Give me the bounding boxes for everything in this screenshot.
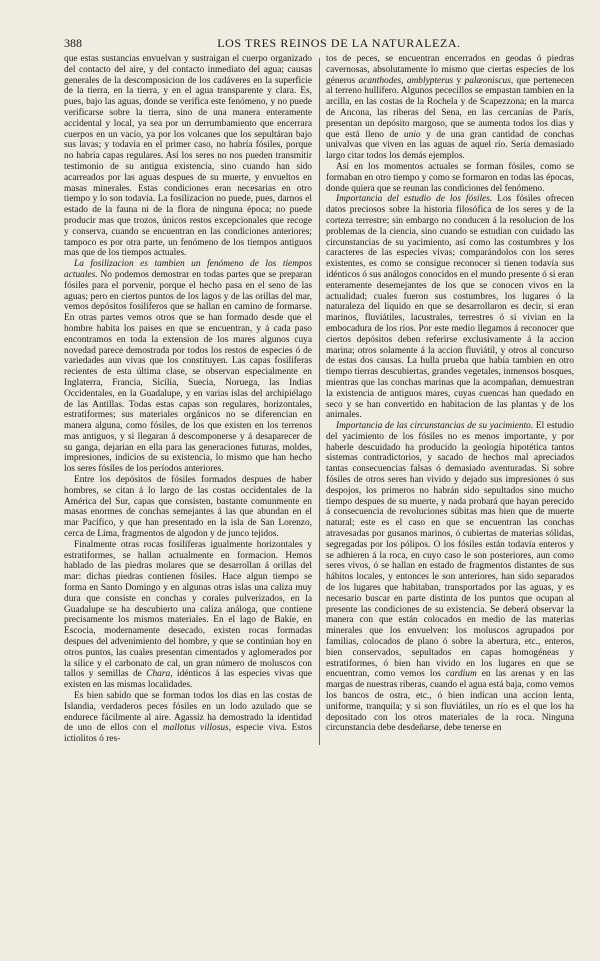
section-lead: La fosilizacion es tambien un fenómeno de los tiempos actuales. — [64, 259, 312, 280]
paragraph: Así en los momentos actuales se forman fósiles, como se formaban en otro tiempo y como se formaron en todas las épocas, donde quiera que se reunan las condiciones del fenómeno. — [326, 161, 574, 194]
page-number: 388 — [64, 36, 82, 50]
paragraph: Entre los depósitos de fósiles formados despues de haber hombres, se citan á lo largo de las costas occidentales de la América del Sur, capas que consisten, bastante comunmente en masas enormes de conchas semejantes á las que abundan en el mar Pacífico, y que han presentado en la isla de San Lorenzo, cerca de Lima, fragmentos de algodon y de junco tejidos. — [64, 475, 312, 540]
running-header — [64, 36, 574, 52]
paragraph: Importancia de las circunstancias de su yacimiento. El estudio del yacimiento de los fósiles no es menos importante, y por haberle descuidado ha producido la geología hipotética tantos sistemas contradictorios, y sacado de hechos mal apreciados tantas consecuencias falsas ó demasiado aventuradas. Si sobre fósiles de otros seres han vivido y dejado sus impresiones ó sus despojos, los primeros no habrán sido sepultados sino mucho tiempo despues de su muerte, y nada probará que hayan perecido á consecuencia de revoluciones súbitas mas bien que de muerte natural; este es el caso en que se encuentran las conchas atravesadas por gusanos marinos, ó cubiertas de materias sólidas, segregadas por los pólipos. O los fósiles están todavía enteros y se adhieren á la roca, en cuyo caso le son posteriores, aun como seres vivos, ó se hallan en estado de fragmentos distantes de sus hábitos locales, y entonces le son anteriores, han sido separados de los lugares que habitaban, transportados por las aguas, y es necesario buscar en parte distinta de los puntos que ocupan al presente las condiciones de su existencia. Se deberá observar la manera con que están colocados en medio de las materias minerales que los envuelven: los moluscos agrupados por familias, colocados de plano ó sobre la abertura, etc., enteros, bien conservados, sepultados en capas homogéneas y estratiformes, ó bien han vivido en los lugares en que se encuentran, como vemos los cardium en las arenas y en las margas de nuestras riberas, cuando el agua está baja, como vemos los bancos de ostra, etc., ó bien indican una accion lenta, uniforme, tranquila; y si son fluviátiles, un río es el que los ha depositado con los otros materiales de la roca. Ninguna circunstancia debe desdeñarse, debe tenerse en — [326, 421, 575, 734]
taxon-name: cardium — [445, 669, 477, 680]
taxon-name: mallotus villosus — [162, 723, 229, 734]
paragraph: Es bien sabido que se forman todos los dias en las costas de Islandia, verdaderos peces fósiles en un lodo azulado que se endurece fácilmente al aire. Agassiz ha demostrado la identidad de uno de ellos con el mallotus villosus, especie viva. Estos ictiolitos ó res- — [64, 691, 312, 745]
column-divider — [319, 58, 320, 745]
paragraph: Finalmente otras rocas fosilíferas igualmente horizontales y estratiformes, se hallan actualmente en formacion. Hemos hablado de las piedras molares que se desarrollan á orillas del mar: dichas piedras contienen fósiles. Hace algun tiempo se forma en Santo Domingo y en algunas otras islas una caliza muy dura que consiste en conchas y corales pulverizados, en la Guadalupe se ha descubierto una caliza análoga, que contiene precisamente los mismos materiales. En el lago de Bakie, en Escocia, modernamente desecado, existen rocas formadas despues del advenimiento del hombre, y que se continúan hoy en otros puntos, las cuales presentan cimentados y aglomerados por la sílice y el carbonato de cal, un gran número de moluscos con tallos y semillas de Chara, idénticos á las especies vivas que existen en las mismas localidades. — [64, 539, 313, 691]
taxon-name: palæoniscus — [464, 75, 511, 86]
paragraph: Importancia del estudio de los fósiles. Los fósiles ofrecen datos preciosos sobre la historia filosófica de los seres y de la corteza terrestre; sin embargo no conducen á la resolucion de los problemas de la ciencia, sino cuando se estudian con cuidado las circunstancias de su yacimiento, así como las costumbres y los caracteres de las especies vivas; comparándolos con los seres existentes, es como se consigue reconocer si tienen todavía sus idénticos ó sus análogos conocidos en el mundo presente ó si eran enteramente desemejantes de los que se conocen vivos en la actualidad; cuales fueron sus costumbres, los lugares ó la naturaleza del líquido en que se desarrollaron es decir, si eran marinos, fluviátiles, lacustrales, terrestres ó si vivian en la embocadura de los ríos. Por este medio llegamos á reconocer que ciertos depósitos deben referirse exclusivamente á la accion marina; otros solamente á la accion fluviátil, y otros al concurso de estas dos causas. La hulla prueba que había tambien en otro tiempo tierras descubiertas, grandes vegetales, inmensos bosques, mientras que las conchas marinas que la acompañan, demuestran la existencia de antiguos mares, cuyas cuencas han quedado en seco y se han convertido en habitacion de las plantas y de los animales. — [326, 194, 574, 421]
taxon-name: unio — [403, 129, 421, 140]
text-columns — [64, 54, 574, 745]
right-column — [326, 54, 574, 745]
section-lead: Importancia de las circunstancias de su yacimiento. — [336, 421, 534, 432]
left-column — [64, 54, 312, 745]
taxon-name: Chara — [146, 669, 171, 680]
paragraph: tos de peces, se encuentran encerrados en geodas ó piedras cavernosas, absolutamente lo mismo que ciertas especies de los géneros acanthodes, amblypterus y palæoniscus, que pertenecen al terreno hullífero. Algunos pececillos se empastan tambien en la arcilla, en las costas de la Rochela y de Scapezzona; en la marca de Ancona, las riberas del Sena, en las cercanías de París, presentan un depósito margoso, que se aumenta todos los dias y que está lleno de unio y de una gran cantidad de conchas univalvas que viven en las aguas de aquel río. Sería demasiado largo citar todos los demás ejemplos. — [326, 54, 575, 162]
section-lead: Importancia del estudio de los fósiles. — [336, 194, 493, 205]
paragraph: que estas sustancias envuelvan y sustraigan el cuerpo organizado del contacto del aire, y del contacto inmediato del agua; causas generales de la descomposicion de los cadáveres en la superficie de la tierra, en la tierra, y en el agua transparente y clara. Es, pues, bajo las aguas, donde se verifica este fenómeno, y no puede verificarse sobre la tierra, sino de una manera enteramente accidental y local, ya sea por un derrumbamiento que encerrara cuerpos en un vacío, ya por los volcanes que los sepultáran bajo sus lavas; y todavía en el primer caso, no habría fósiles, porque no habría capas regulares. Así los seres no nos pueden transmitir testimonio de su antigua existencia, sino cuando han sido acarreados por las aguas despues de su muerte, y envueltos en masas minerales. Estas condiciones eran necesarias en otro tiempo y lo son todavía. La fosilizacion no puede, pues, darnos el estado de la fauna ni de la flora de ninguna época; no puede producir mas que trozos, únicos restos excepcionales que recoge y conserva, cuando se encuentran en las condiciones anteriores; tampoco es por otra parte, un fenómeno de los tiempos antiguos mas que de los tiempos actuales. — [64, 54, 312, 259]
running-title: LOS TRES REINOS DE LA NATURALEZA. — [217, 36, 461, 50]
paragraph: La fosilizacion es tambien un fenómeno de los tiempos actuales. No podemos demostrar en todas partes que se preparan fósiles para el porvenir, porque el hecho pasa en el seno de las aguas; pero en ciertos puntos de los lagos y de las orillas del mar, vemos depósitos fosilíferos que se hallan en camino de formarse. En otras partes vemos otros que se han formado desde que el hombre habita los paises en que se encuentran, y á cada paso encontramos en toda la extension de los mares algunos cuya novedad parece demostrada por todos los restos de especies ó de variedades aun vivas que los constituyen. Las capas fosilíferas recientes de esta última clase, se observan especialmente en Inglaterra, Francia, Sicilia, Suecia, Noruega, las Indias Occidentales, en la Guadalupe, y en varias islas del archipiélago de las Antillas. Todas estas capas son regulares, horizontales, estratiformes; sus materiales orgánicos no se diferencian en manera alguna, como fósiles, de los que existen en los terrenos mas antiguos, y si llegaran á descomponerse y á desaparecer de su ganga, dejarian en ella para las generaciones futuras, moldes, impresiones, indicios de su existencia, lo mismo que han hecho los seres fósiles de los períodos anteriores. — [64, 259, 312, 475]
taxon-name: acanthodes, amblypterus — [358, 75, 454, 86]
